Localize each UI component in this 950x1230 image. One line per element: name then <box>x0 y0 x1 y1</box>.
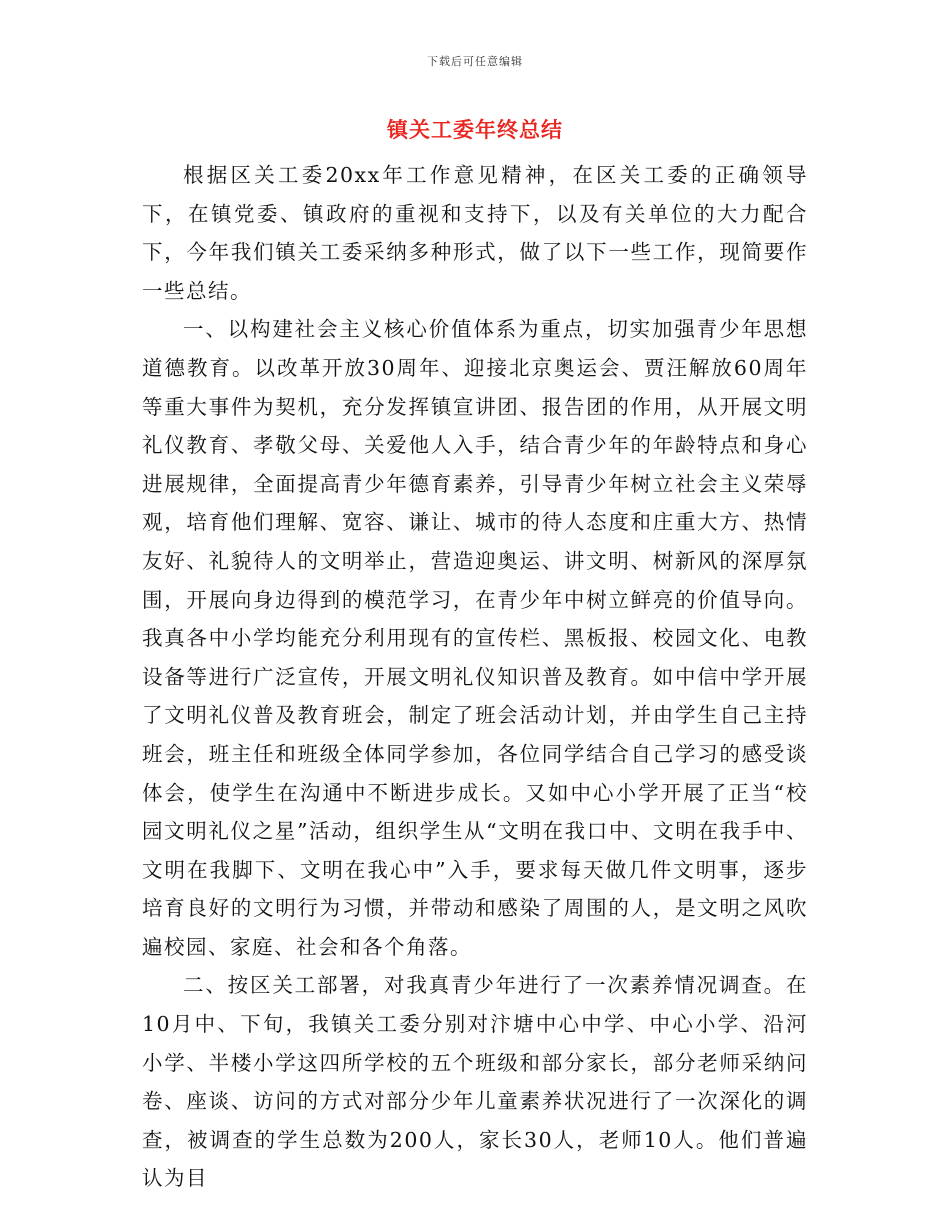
header-note: 下载后可任意编辑 <box>427 55 523 68</box>
paragraph-section-2: 二、按区关工部署，对我真青少年进行了一次素养情况调查。在10月中、下旬，我镇关工委分别对汴塘中心中学、中心小学、沿河小学、半楼小学这四所学校的五个班级和部分家长，部分老师采纳问卷、座谈、访问的方式对部分少年儿童素养状况进行了一次深化的调查，被调查的学生总数为200人，家长30人，老师10人。他们普遍认为目 <box>142 973 808 1191</box>
paragraph-intro: 根据区关工委20xx年工作意见精神，在区关工委的正确领导下，在镇党委、镇政府的重视和支持下，以及有关单位的大力配合下，今年我们镇关工委采纳多种形式，做了以下一些工作，现简要作一些总结。 <box>142 163 808 303</box>
paragraph-section-1: 一、以构建社会主义核心价值体系为重点，切实加强青少年思想道德教育。以改革开放30周年、迎接北京奥运会、贾汪解放60周年等重大事件为契机，充分发挥镇宣讲团、报告团的作用，从开展文明礼仪教育、孝敬父母、关爱他人入手，结合青少年的年龄特点和身心进展规律，全面提高青少年德育素养，引导青少年树立社会主义荣辱观，培育他们理解、宽容、谦让、城市的待人态度和庄重大方、热情友好、礼貌待人的文明举止，营造迎奥运、讲文明、树新风的深厚氛围，开展向身边得到的模范学习，在青少年中树立鲜亮的价值导向。我真各中小学均能充分利用现有的宣传栏、黑板报、校园文化、电教设备等进行广泛宣传，开展文明礼仪知识普及教育。如中信中学开展了文明礼仪普及教育班会，制定了班会活动计划，并由学生自己主持班会，班主任和班级全体同学参加，各位同学结合自己学习的感受谈体会，使学生在沟通中不断进步成长。又如中心小学开展了正当“校园文明礼仪之星”活动，组织学生从“文明在我口中、文明在我手中、文明在我脚下、文明在我心中”入手，要求每天做几件文明事，逐步培育良好的文明行为习惯，并带动和感染了周围的人，是文明之风吹遍校园、家庭、社会和各个角落。 <box>142 317 808 959</box>
document-body <box>142 156 808 1198</box>
document-title: 镇关工委年终总结 <box>387 117 563 142</box>
